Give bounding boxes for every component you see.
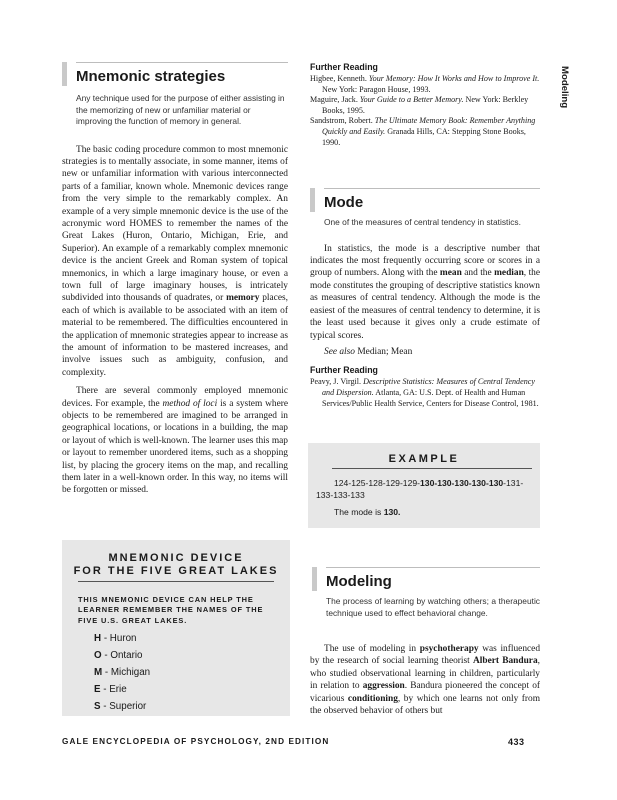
modeling-definition: The process of learning by watching others; a therapeutic technique used to effect behavioral change. <box>326 596 540 618</box>
lake-letter: M <box>94 667 103 679</box>
lake-item <box>94 681 290 698</box>
example-box-rule <box>332 468 532 469</box>
mode-see-also: See also Median; Mean <box>324 346 413 357</box>
mnemonic-paragraph-1: The basic coding procedure common to most mnemonic strategies is to mentally associate, in some manner, items of new or unfamiliar information with various interconnected parts of a familiar, known whole. Mnemonic devices range from the very simple to the remarkably complex. An example of a very simple mnemonic device is the use of the acronymic word HOMES to remember the names of the Great Lakes (Huron, Ontario, Michigan, Erie, and Superior). An example of a remarkably complex mnemonic device is the ancient Greek and Roman system of topical mnemonics, in which a large imaginary house, or even a town full of large imaginary houses, is intricately subdivided into thousands of quadrates, or memory places, each of which is available to be associated with an item of material to be remembered. The difficulties encountered in the application of mnemonic strategies appear to increase as the amount of information to be mastered increases, and involve issues such as ambiguity, confusion, and complexity. <box>62 144 288 378</box>
modeling-paragraph-1: The use of modeling in psychotherapy was influenced by the research of social learning theorist Albert Bandura, who studied observational learning in children, particularly in relation to aggression. Bandura pioneered the concept of vicarious conditioning, by which one learns not only from the observed behavior of others but <box>310 644 541 717</box>
mode-definition: One of the measures of central tendency in statistics. <box>324 217 521 228</box>
lake-letter: S <box>94 701 101 713</box>
lake-letter: H <box>94 633 102 645</box>
reference-list <box>310 74 540 148</box>
lake-name: - Huron <box>103 633 137 645</box>
reference-item: Peavy, J. Virgil. Descriptive Statistics: Measures of Central Tendency and Dispersion. Atlanta, GA: U.S. Dept. of Health and Human Services/Public Health Service, Centers for Disease Control, 1981. <box>310 377 539 408</box>
lakes-list <box>94 630 290 715</box>
entry-rule <box>324 188 540 189</box>
mnemonic-title: Mnemonic strategies <box>76 68 226 85</box>
mnemonic-entry-header <box>62 62 288 128</box>
further-reading-mode <box>310 365 540 409</box>
side-running-head: Modeling <box>559 66 570 109</box>
reference-item: Higbee, Kenneth. Your Memory: How It Works and How to Improve It. New York: Paragon House, 1993. <box>310 74 540 94</box>
lake-letter: E <box>94 684 101 696</box>
mode-entry-header <box>310 188 540 229</box>
further-reading-heading: Further Reading <box>310 62 378 72</box>
reference-item: Sandstrom, Robert. The Ultimate Memory Book: Remember Anything Quickly and Easily. Granada Hills, CA: Stepping Stone Books, 1990. <box>310 116 536 147</box>
lakes-box-title: MNEMONIC DEVICE FOR THE FIVE GREAT LAKES <box>73 552 279 577</box>
example-answer: The mode is 130. <box>334 507 401 517</box>
lake-name: - Ontario <box>104 650 143 662</box>
mnemonic-definition: Any technique used for the purpose of either assisting in the memorizing of new or unfamiliar material or improving the function of memory in general. <box>76 93 285 126</box>
example-sequence: 124-125-128-129-129-130-130-130-130-130-131-133-133-133 <box>316 478 524 500</box>
lake-name: - Superior <box>103 701 147 713</box>
further-reading-mnemonic <box>310 62 540 148</box>
example-box-title: EXAMPLE <box>388 453 460 465</box>
footer-publication: GALE ENCYCLOPEDIA OF PSYCHOLOGY, 2ND EDITION <box>62 737 330 746</box>
modeling-entry-header <box>312 567 540 619</box>
page-number: 433 <box>508 737 525 747</box>
example-sidebar-box <box>308 443 540 528</box>
lake-item <box>94 664 290 681</box>
mnemonic-paragraph-2: There are several commonly employed mnemonic devices. For example, the method of loci is a system where objects to be remembered are imagined to be arranged in geographical locations, or locations in a building, the map or layout of which is well-known. The learner uses this map or layout to remember unordered items, such as a shopping list, by placing the grocery items on the map, and recalling them later in a well-known order. In this way, no items will be forgotten or missed. <box>62 386 289 496</box>
modeling-body <box>310 643 540 717</box>
entry-marker-bar <box>62 62 67 86</box>
lake-name: - Erie <box>103 684 127 696</box>
lake-name: - Michigan <box>104 667 151 679</box>
modeling-entry <box>326 567 540 619</box>
reference-item: Maguire, Jack. Your Guide to a Better Memory. New York: Berkley Books, 1995. <box>310 95 529 115</box>
lake-letter: O <box>94 650 102 662</box>
mode-body <box>310 243 540 359</box>
further-reading-heading: Further Reading <box>310 365 378 376</box>
left-column <box>62 62 288 497</box>
entry-rule <box>326 567 540 568</box>
mnemonic-body <box>62 144 288 497</box>
entry-marker-bar <box>310 188 315 212</box>
lake-item <box>94 698 290 715</box>
mode-title: Mode <box>324 194 364 212</box>
lakes-box-rule <box>78 581 274 582</box>
modeling-title: Modeling <box>326 573 392 590</box>
lake-item <box>94 630 290 647</box>
entry-marker-bar <box>312 567 317 591</box>
entry-rule <box>76 62 288 63</box>
lake-item <box>94 647 290 664</box>
great-lakes-sidebar-box <box>62 540 290 716</box>
mode-paragraph-1: In statistics, the mode is a descriptive number that indicates the most frequently occurring score or scores in a group of numbers. Along with the mean and the median, the mode constitutes the grouping of descriptive statistics known as measures of central tendency. Although the mode is the easiest of the measures of central tendency to determine, it is the least used because it gives only a crude estimate of typical scores. <box>310 243 541 341</box>
right-column <box>310 62 540 409</box>
lakes-box-caption: THIS MNEMONIC DEVICE CAN HELP THE LEARNER REMEMBER THE NAMES OF THE FIVE U.S. GREAT LAKES. <box>78 595 264 625</box>
